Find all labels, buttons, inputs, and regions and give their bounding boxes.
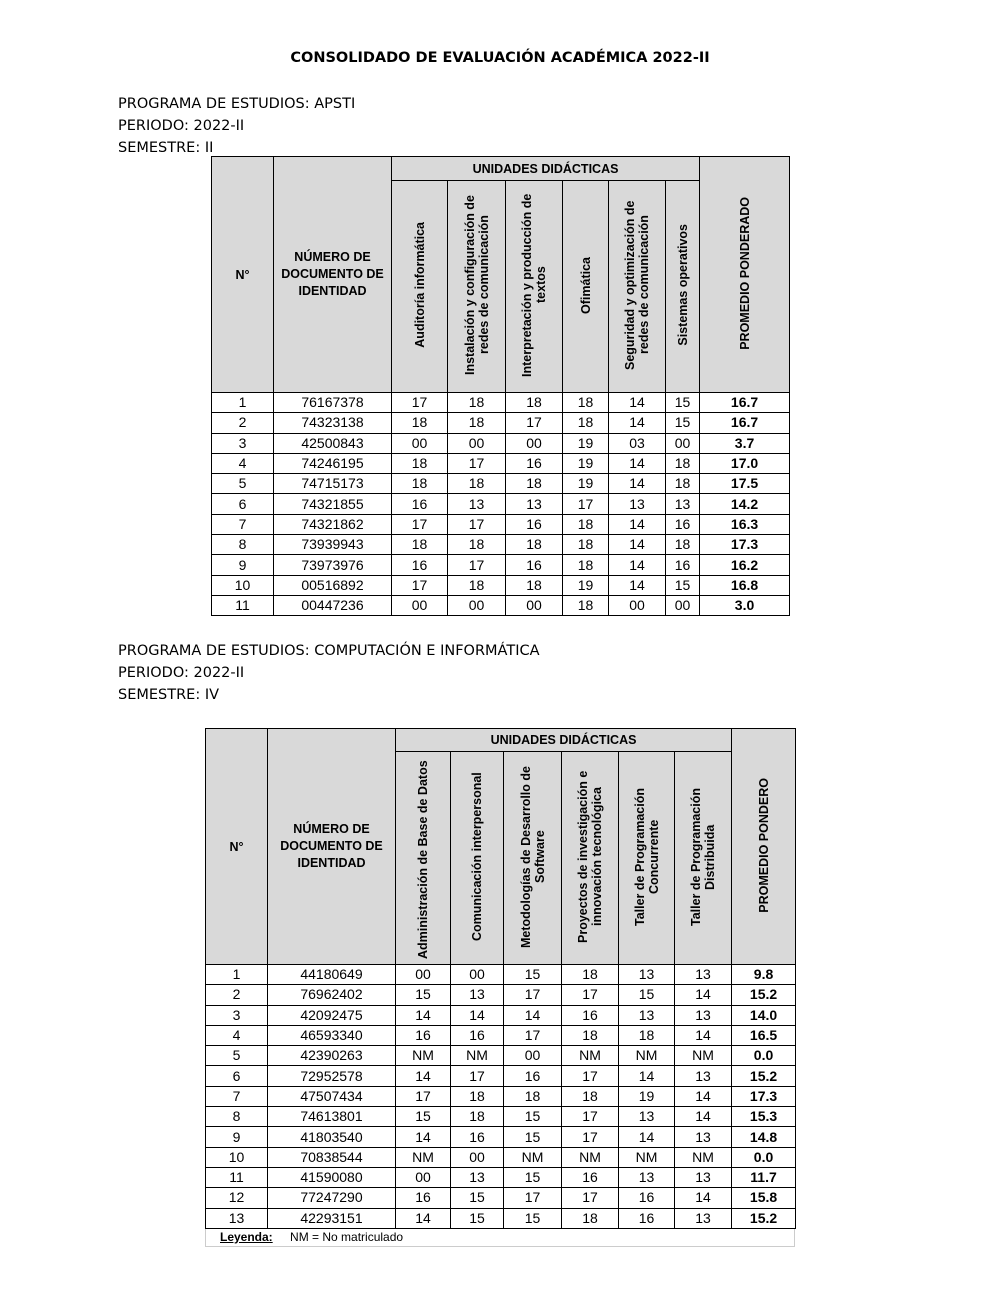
grade-cell: 13	[609, 494, 666, 514]
row-number: 11	[206, 1167, 268, 1187]
grade-cell: 16	[666, 514, 700, 534]
grade-cell: 14	[675, 1025, 732, 1045]
row-number: 5	[206, 1046, 268, 1066]
grade-cell: 17	[562, 1066, 619, 1086]
grade-cell: 00	[666, 433, 700, 453]
grade-cell: 15	[666, 393, 700, 413]
grade-cell: 00	[448, 433, 506, 453]
grade-cell: 14	[396, 1066, 451, 1086]
row-document: 70838544	[268, 1147, 396, 1167]
row-number: 2	[206, 985, 268, 1005]
row-number: 3	[212, 433, 274, 453]
header-document: NÚMERO DE DOCUMENTO DE IDENTIDAD	[274, 157, 392, 393]
grade-cell: 18	[448, 474, 506, 494]
row-document: 41590080	[268, 1167, 396, 1187]
grade-cell: 16	[396, 1188, 451, 1208]
section2-program: PROGRAMA DE ESTUDIOS: COMPUTACIÓN E INFORMÁTICA	[118, 643, 540, 659]
table-row	[206, 1066, 796, 1086]
grade-cell: 13	[506, 494, 563, 514]
grade-cell: 13	[666, 494, 700, 514]
average-cell: 16.3	[700, 514, 790, 534]
section1-info	[118, 93, 355, 159]
grade-cell: 14	[675, 1188, 732, 1208]
row-document: 76962402	[268, 985, 396, 1005]
grade-cell: 18	[563, 555, 609, 575]
row-document: 74613801	[268, 1107, 396, 1127]
grade-cell: 14	[609, 453, 666, 473]
grade-cell: 16	[396, 1025, 451, 1045]
grade-cell: 18	[563, 393, 609, 413]
grade-cell: 18	[562, 1208, 619, 1228]
grade-cell: 15	[504, 1107, 562, 1127]
row-number: 10	[206, 1147, 268, 1167]
subject-label: Administración de Base de Datos	[416, 760, 430, 959]
row-number: 9	[212, 555, 274, 575]
grade-cell: 13	[619, 965, 675, 985]
grade-cell: NM	[675, 1147, 732, 1167]
grade-cell: 18	[619, 1025, 675, 1045]
grade-cell: 00	[609, 595, 666, 615]
table-row	[206, 1046, 796, 1066]
grade-cell: 16	[506, 514, 563, 534]
grade-cell: 18	[451, 1086, 504, 1106]
grade-cell: 18	[448, 413, 506, 433]
subject-label: Interpretación y producción de textos	[520, 193, 548, 377]
grade-cell: 18	[506, 474, 563, 494]
section2-semester: SEMESTRE: IV	[118, 687, 220, 703]
average-cell: 16.7	[700, 393, 790, 413]
grade-cell: NM	[396, 1046, 451, 1066]
grade-cell: 18	[448, 393, 506, 413]
row-document: 74715173	[274, 474, 392, 494]
grade-cell: 16	[504, 1066, 562, 1086]
grade-cell: 14	[675, 1086, 732, 1106]
header-document: NÚMERO DE DOCUMENTO DE IDENTIDAD	[268, 729, 396, 965]
grade-cell: 14	[609, 474, 666, 494]
grade-cell: 16	[392, 494, 448, 514]
grade-cell: 17	[504, 1025, 562, 1045]
table-row	[212, 433, 790, 453]
row-number: 8	[212, 535, 274, 555]
average-cell: 16.5	[732, 1025, 796, 1045]
header-number: N°	[212, 157, 274, 393]
legend-text: NM = No matriculado	[290, 1230, 404, 1244]
grade-cell: 17	[504, 1188, 562, 1208]
grade-cell: 14	[609, 393, 666, 413]
row-number: 11	[212, 595, 274, 615]
grade-cell: NM	[451, 1046, 504, 1066]
grade-cell: 14	[609, 555, 666, 575]
grade-cell: 14	[619, 1066, 675, 1086]
grade-cell: 18	[562, 1025, 619, 1045]
grade-cell: 13	[448, 494, 506, 514]
table-row	[206, 1086, 796, 1106]
section1-program: PROGRAMA DE ESTUDIOS: APSTI	[118, 96, 356, 112]
header-subject	[619, 752, 675, 965]
document-title: CONSOLIDADO DE EVALUACIÓN ACADÉMICA 2022-II	[290, 50, 710, 66]
header-number: N°	[206, 729, 268, 965]
table-row	[206, 1127, 796, 1147]
table-row	[212, 555, 790, 575]
row-document: 44180649	[268, 965, 396, 985]
row-document: 76167378	[274, 393, 392, 413]
row-document: 74321855	[274, 494, 392, 514]
grade-cell: NM	[619, 1147, 675, 1167]
grade-cell: 00	[392, 433, 448, 453]
grade-cell: 00	[448, 595, 506, 615]
grade-cell: 13	[675, 1066, 732, 1086]
table-row	[212, 393, 790, 413]
table-row	[206, 1107, 796, 1127]
average-cell: 0.0	[732, 1147, 796, 1167]
grade-cell: 18	[392, 413, 448, 433]
grade-cell: 19	[563, 575, 609, 595]
grade-cell: 18	[563, 514, 609, 534]
header-average-label: PROMEDIO PONDERO	[756, 777, 771, 913]
row-number: 12	[206, 1188, 268, 1208]
row-document: 41803540	[268, 1127, 396, 1147]
table-row	[206, 1025, 796, 1045]
grade-cell: 00	[666, 595, 700, 615]
legend	[205, 1229, 795, 1247]
grade-cell: 13	[675, 1208, 732, 1228]
grade-cell: 00	[392, 595, 448, 615]
row-number: 8	[206, 1107, 268, 1127]
table-row	[212, 514, 790, 534]
grade-cell: 17	[448, 555, 506, 575]
grade-cell: 17	[392, 575, 448, 595]
row-document: 42500843	[274, 433, 392, 453]
grade-cell: 18	[666, 474, 700, 494]
row-number: 6	[206, 1066, 268, 1086]
average-cell: 11.7	[732, 1167, 796, 1187]
grade-cell: 14	[609, 514, 666, 534]
subject-label: Ofimática	[578, 256, 593, 314]
grade-cell: 18	[506, 535, 563, 555]
grade-cell: 17	[562, 1188, 619, 1208]
table-row	[212, 494, 790, 514]
grade-cell: 15	[396, 985, 451, 1005]
grade-cell: 18	[504, 1086, 562, 1106]
grade-cell: 00	[396, 965, 451, 985]
grade-cell: 13	[451, 985, 504, 1005]
grade-cell: 16	[619, 1208, 675, 1228]
average-cell: 15.3	[732, 1107, 796, 1127]
grade-cell: 16	[451, 1025, 504, 1045]
row-document: 74323138	[274, 413, 392, 433]
grade-cell: 19	[563, 453, 609, 473]
grade-cell: 17	[392, 393, 448, 413]
grade-cell: 15	[451, 1188, 504, 1208]
grade-cell: 15	[504, 1167, 562, 1187]
grade-cell: 00	[504, 1046, 562, 1066]
grade-cell: 17	[563, 494, 609, 514]
grade-cell: 00	[396, 1167, 451, 1187]
table-row	[206, 1188, 796, 1208]
row-document: 74321862	[274, 514, 392, 534]
average-cell: 17.0	[700, 453, 790, 473]
grade-cell: 16	[619, 1188, 675, 1208]
header-subject	[506, 181, 563, 393]
grade-cell: 17	[448, 514, 506, 534]
header-subject	[563, 181, 609, 393]
header-subject	[396, 752, 451, 965]
grade-cell: 16	[562, 1167, 619, 1187]
table-row	[206, 985, 796, 1005]
grade-cell: 15	[504, 965, 562, 985]
grade-cell: 14	[396, 1208, 451, 1228]
row-number: 4	[206, 1025, 268, 1045]
table-row	[212, 575, 790, 595]
table-row	[206, 1208, 796, 1228]
grade-cell: 00	[506, 433, 563, 453]
grade-cell: 13	[675, 965, 732, 985]
grade-cell: 17	[562, 985, 619, 1005]
grade-cell: 03	[609, 433, 666, 453]
table-row	[212, 535, 790, 555]
average-cell: 9.8	[732, 965, 796, 985]
grade-cell: 15	[396, 1107, 451, 1127]
row-number: 4	[212, 453, 274, 473]
row-number: 1	[206, 965, 268, 985]
grade-cell: 19	[619, 1086, 675, 1106]
subject-label: Metodologías de Desarrollo de Software	[518, 765, 547, 948]
row-document: 74246195	[274, 453, 392, 473]
average-cell: 17.5	[700, 474, 790, 494]
table-row	[212, 595, 790, 615]
average-cell: 3.0	[700, 595, 790, 615]
grade-cell: 18	[563, 595, 609, 615]
grade-cell: 17	[396, 1086, 451, 1106]
grade-cell: 13	[675, 1005, 732, 1025]
grade-cell: 18	[666, 453, 700, 473]
row-number: 9	[206, 1127, 268, 1147]
table-row	[206, 1005, 796, 1025]
table-row	[212, 453, 790, 473]
grade-cell: 16	[666, 555, 700, 575]
grade-cell: 17	[392, 514, 448, 534]
row-document: 42293151	[268, 1208, 396, 1228]
subject-label: Proyectos de investigación e innovación tecnológica	[576, 770, 604, 943]
grade-cell: 17	[562, 1127, 619, 1147]
row-document: 00447236	[274, 595, 392, 615]
grade-cell: 18	[506, 393, 563, 413]
table-row	[206, 1147, 796, 1167]
header-average	[732, 729, 796, 965]
row-document: 77247290	[268, 1188, 396, 1208]
legend-label: Leyenda:	[220, 1230, 273, 1244]
grade-cell: NM	[562, 1046, 619, 1066]
grade-cell: 14	[396, 1005, 451, 1025]
section1-period: PERIODO: 2022-II	[118, 118, 245, 134]
row-number: 7	[212, 514, 274, 534]
grade-cell: 15	[666, 575, 700, 595]
grade-cell: 18	[392, 535, 448, 555]
header-subject	[448, 181, 506, 393]
row-document: 73973976	[274, 555, 392, 575]
subject-label: Instalación y configuración de redes de comunicación	[462, 195, 491, 375]
row-document: 42092475	[268, 1005, 396, 1025]
header-subject	[451, 752, 504, 965]
grade-cell: 18	[506, 575, 563, 595]
row-document: 46593340	[268, 1025, 396, 1045]
grade-cell: 19	[563, 433, 609, 453]
section1-semester: SEMESTRE: II	[118, 140, 214, 156]
grade-cell: 16	[506, 555, 563, 575]
grade-cell: 16	[562, 1005, 619, 1025]
table-row	[206, 1167, 796, 1187]
average-cell: 15.2	[732, 1208, 796, 1228]
grade-cell: 17	[562, 1107, 619, 1127]
grade-cell: 14	[675, 1107, 732, 1127]
average-cell: 16.2	[700, 555, 790, 575]
grade-cell: 14	[619, 1127, 675, 1147]
header-units: UNIDADES DIDÁCTICAS	[396, 729, 732, 752]
grade-cell: 18	[562, 965, 619, 985]
subject-label: Seguridad y optimización de redes de comunicación	[623, 200, 651, 370]
grade-cell: 14	[609, 535, 666, 555]
table-row	[206, 965, 796, 985]
grade-cell: 00	[506, 595, 563, 615]
grade-cell: 18	[562, 1086, 619, 1106]
subject-label: Taller de Programación Distribuida	[689, 787, 718, 926]
row-number: 13	[206, 1208, 268, 1228]
grade-cell: 17	[504, 985, 562, 1005]
grade-cell: 16	[392, 555, 448, 575]
row-document: 47507434	[268, 1086, 396, 1106]
grade-cell: NM	[562, 1147, 619, 1167]
grade-cell: 18	[666, 535, 700, 555]
grade-cell: 18	[448, 575, 506, 595]
subject-label: Taller de Programación Concurrente	[632, 787, 661, 926]
grade-cell: NM	[675, 1046, 732, 1066]
header-average	[700, 157, 790, 393]
grade-cell: 14	[396, 1127, 451, 1147]
row-number: 1	[212, 393, 274, 413]
grade-cell: 18	[563, 413, 609, 433]
header-average-label: PROMEDIO PONDERADO	[737, 196, 752, 350]
average-cell: 16.7	[700, 413, 790, 433]
header-units: UNIDADES DIDÁCTICAS	[392, 157, 700, 181]
grade-cell: 18	[448, 535, 506, 555]
header-subject	[609, 181, 666, 393]
grade-cell: NM	[396, 1147, 451, 1167]
grade-cell: 18	[392, 474, 448, 494]
grade-cell: 15	[666, 413, 700, 433]
average-cell: 15.2	[732, 985, 796, 1005]
grade-cell: 16	[506, 453, 563, 473]
grade-cell: NM	[619, 1046, 675, 1066]
average-cell: 14.8	[732, 1127, 796, 1147]
subject-label: Comunicación interpersonal	[470, 772, 484, 941]
grade-cell: 13	[619, 1107, 675, 1127]
grade-cell: 13	[619, 1167, 675, 1187]
section2-info	[118, 640, 540, 706]
average-cell: 14.2	[700, 494, 790, 514]
grade-cell: 15	[619, 985, 675, 1005]
row-number: 10	[212, 575, 274, 595]
grade-cell: 13	[675, 1167, 732, 1187]
row-document: 42390263	[268, 1046, 396, 1066]
row-number: 2	[212, 413, 274, 433]
row-document: 73939943	[274, 535, 392, 555]
grade-cell: 16	[451, 1127, 504, 1147]
grade-cell: 18	[563, 535, 609, 555]
table-row	[212, 474, 790, 494]
header-subject	[562, 752, 619, 965]
grade-cell: 19	[563, 474, 609, 494]
row-number: 6	[212, 494, 274, 514]
grade-cell: 00	[451, 965, 504, 985]
header-subject	[675, 752, 732, 965]
grade-cell: 14	[504, 1005, 562, 1025]
average-cell: 15.2	[732, 1066, 796, 1086]
row-number: 3	[206, 1005, 268, 1025]
grades-table-apsti	[211, 156, 790, 616]
average-cell: 16.8	[700, 575, 790, 595]
grade-cell: 13	[675, 1127, 732, 1147]
row-number: 7	[206, 1086, 268, 1106]
average-cell: 3.7	[700, 433, 790, 453]
grade-cell: 15	[504, 1127, 562, 1147]
grades-table-computacion	[205, 728, 796, 1229]
grade-cell: 18	[392, 453, 448, 473]
average-cell: 17.3	[732, 1086, 796, 1106]
header-subject	[666, 181, 700, 393]
grade-cell: 14	[675, 985, 732, 1005]
row-number: 5	[212, 474, 274, 494]
average-cell: 15.8	[732, 1188, 796, 1208]
grade-cell: NM	[504, 1147, 562, 1167]
grade-cell: 18	[451, 1107, 504, 1127]
table-row	[212, 413, 790, 433]
subject-label: Auditoría informática	[412, 222, 427, 348]
grade-cell: 14	[609, 413, 666, 433]
grade-cell: 17	[506, 413, 563, 433]
grade-cell: 17	[448, 453, 506, 473]
average-cell: 0.0	[732, 1046, 796, 1066]
grade-cell: 15	[451, 1208, 504, 1228]
row-document: 72952578	[268, 1066, 396, 1086]
grade-cell: 14	[609, 575, 666, 595]
grade-cell: 13	[619, 1005, 675, 1025]
grade-cell: 15	[504, 1208, 562, 1228]
average-cell: 14.0	[732, 1005, 796, 1025]
grade-cell: 13	[451, 1167, 504, 1187]
grade-cell: 17	[451, 1066, 504, 1086]
grade-cell: 00	[451, 1147, 504, 1167]
header-subject	[504, 752, 562, 965]
header-subject	[392, 181, 448, 393]
average-cell: 17.3	[700, 535, 790, 555]
grade-cell: 14	[451, 1005, 504, 1025]
row-document: 00516892	[274, 575, 392, 595]
subject-label: Sistemas operativos	[675, 224, 690, 346]
section2-period: PERIODO: 2022-II	[118, 665, 245, 681]
